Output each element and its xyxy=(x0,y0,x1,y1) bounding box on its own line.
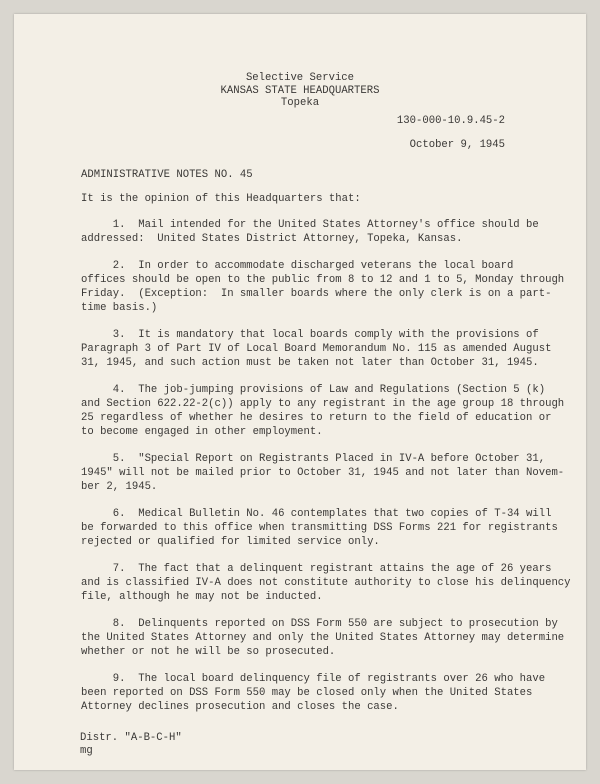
note-item-3: 3. It is mandatory that local boards comply with the provisions of Paragraph 3 of Part IV of Local Board Memorandum No. 115 as amended August 31, 1945, and such action must be taken not later than October 31, 1945. xyxy=(81,329,552,369)
distribution-line: Distr. "A-B-C-H" xyxy=(80,732,182,744)
note-item-4: 4. The job-jumping provisions of Law and Regulations (Section 5 (k) and Section 622.22-2(c)) apply to any registrant in the age group 18 through 25 regardless of whether he desires to return to the field of education or to become engaged in other employment. xyxy=(81,384,565,438)
note-item-8: 8. Delinquents reported on DSS Form 550 are subject to prosecution by the United States Attorney and only the United States Attorney may determine whether or not he will be so prosecuted. xyxy=(81,618,565,658)
document-date: October 9, 1945 xyxy=(409,139,505,151)
note-item-5: 5. "Special Report on Registrants Placed in IV-A before October 31, 1945" will not be mailed prior to October 31, 1945 and not later than Novem- ber 2, 1945. xyxy=(81,453,565,493)
typist-initials: mg xyxy=(80,745,93,757)
letterhead xyxy=(14,72,586,110)
letterhead-agency: Selective Service xyxy=(245,72,355,84)
intro-text: It is the opinion of this Headquarters that: xyxy=(81,193,361,205)
note-item-2: 2. In order to accommodate discharged veterans the local board offices should be open to the public from 8 to 12 and 1 to 5, Monday through Friday. (Exception: In smaller boards where the only clerk is on a part- time basis.) xyxy=(81,260,565,314)
notes-list xyxy=(81,218,571,727)
letterhead-city: Topeka xyxy=(280,97,320,109)
note-item-6: 6. Medical Bulletin No. 46 contemplates that two copies of T-34 will be forwarded to this office when transmitting DSS Forms 221 for registrants rejected or qualified for limited service only. xyxy=(81,508,558,548)
letterhead-office: KANSAS STATE HEADQUARTERS xyxy=(220,84,380,97)
notes-title: ADMINISTRATIVE NOTES NO. 45 xyxy=(81,169,253,181)
reference-number: 130-000-10.9.45-2 xyxy=(396,115,505,127)
document-page xyxy=(14,14,586,770)
note-item-1: 1. Mail intended for the United States Attorney's office should be addressed: United States District Attorney, Topeka, Kansas. xyxy=(81,219,539,245)
note-item-9: 9. The local board delinquency file of registrants over 26 who have been reported on DSS Form 550 may be closed only when the United States Attorney declines prosecution and closes the case. xyxy=(81,673,546,713)
note-item-7: 7. The fact that a delinquent registrant attains the age of 26 years and is classified IV-A does not constitute authority to close his delinquency file, although he may not be inducted. xyxy=(81,563,571,603)
